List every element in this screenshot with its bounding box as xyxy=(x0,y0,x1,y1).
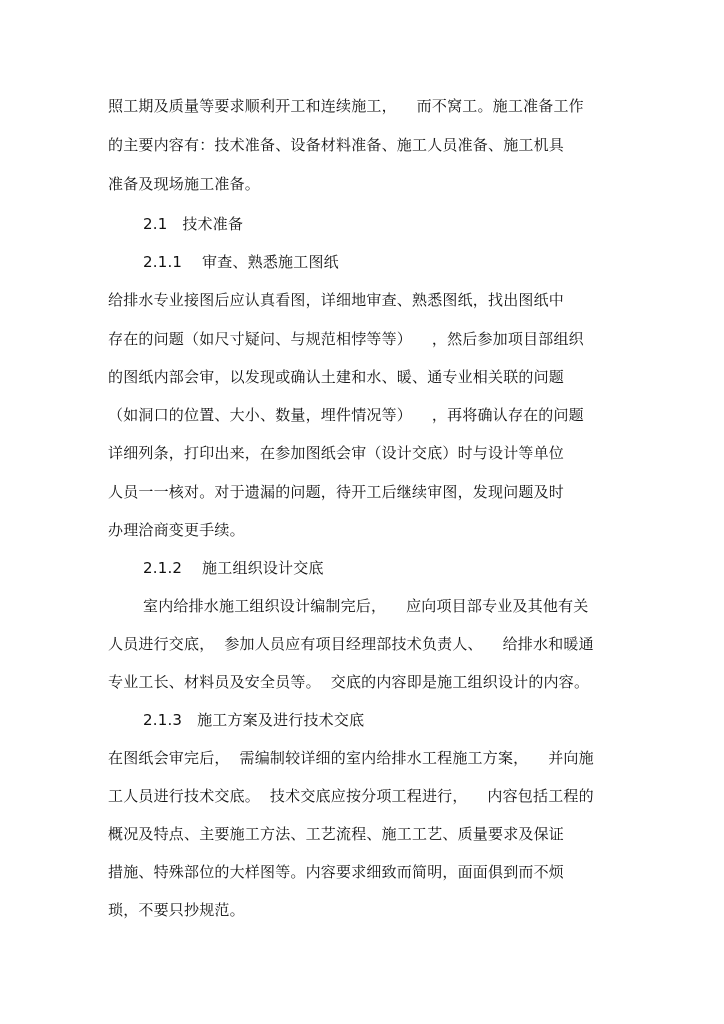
section-2-1-2-line-2: 人员进行交底， 参加人员应有项目经理部技术负责人、 给排水和暖通 xyxy=(108,635,594,653)
section-2-1-3-line-1: 在图纸会审完后， 需编制较详细的室内给排水工程施工方案， 并向施 xyxy=(108,749,594,767)
section-2-1-heading: 2.1 技术准备 xyxy=(143,215,244,233)
paragraph-1-line-3: 准备及现场施工准备。 xyxy=(108,175,261,193)
section-2-1-1-line-7: 办理洽商变更手续。 xyxy=(108,521,245,539)
paragraph-1-line-2: 的主要内容有：技术准备、设备材料准备、施工人员准备、施工机具 xyxy=(108,136,565,154)
section-2-1-1-line-6: 人员一一核对。对于遗漏的问题，待开工后继续审图，发现问题及时 xyxy=(108,483,565,501)
section-2-1-1-line-3: 的图纸内部会审，以发现或确认土建和水、暖、通专业相关联的问题 xyxy=(108,368,565,386)
section-2-1-2-heading: 2.1.2 施工组织设计交底 xyxy=(143,559,324,577)
section-2-1-1-line-4: （如洞口的位置、大小、数量，埋件情况等） ，再将确认存在的问题 xyxy=(108,406,584,424)
section-2-1-1-heading: 2.1.1 审查、熟悉施工图纸 xyxy=(143,253,339,271)
section-2-1-2-line-3: 专业工长、材料员及安全员等。 交底的内容即是施工组织设计的内容。 xyxy=(108,673,590,691)
paragraph-1-line-1: 照工期及质量等要求顺利开工和连续施工， 而不窝工。施工准备工作 xyxy=(108,97,584,115)
section-2-1-1-line-5: 详细列条，打印出来，在参加图纸会审（设计交底）时与设计等单位 xyxy=(108,444,565,462)
section-2-1-3-line-5: 琐，不要只抄规范。 xyxy=(108,901,245,919)
section-2-1-3-line-2: 工人员进行技术交底。 技术交底应按分项工程进行， 内容包括工程的 xyxy=(108,787,594,805)
section-2-1-3-line-4: 措施、特殊部位的大样图等。内容要求细致而简明，面面俱到而不烦 xyxy=(108,863,565,881)
section-2-1-2-line-1: 室内给排水施工组织设计编制完后， 应向项目部专业及其他有关 xyxy=(143,597,589,615)
section-2-1-3-heading: 2.1.3 施工方案及进行技术交底 xyxy=(143,711,365,729)
section-2-1-3-line-3: 概况及特点、主要施工方法、工艺流程、施工工艺、质量要求及保证 xyxy=(108,825,565,843)
section-2-1-1-line-1: 给排水专业接图后应认真看图，详细地审查、熟悉图纸，找出图纸中 xyxy=(108,291,565,309)
section-2-1-1-line-2: 存在的问题（如尺寸疑问、与规范相悖等等） ，然后参加项目部组织 xyxy=(108,330,584,348)
